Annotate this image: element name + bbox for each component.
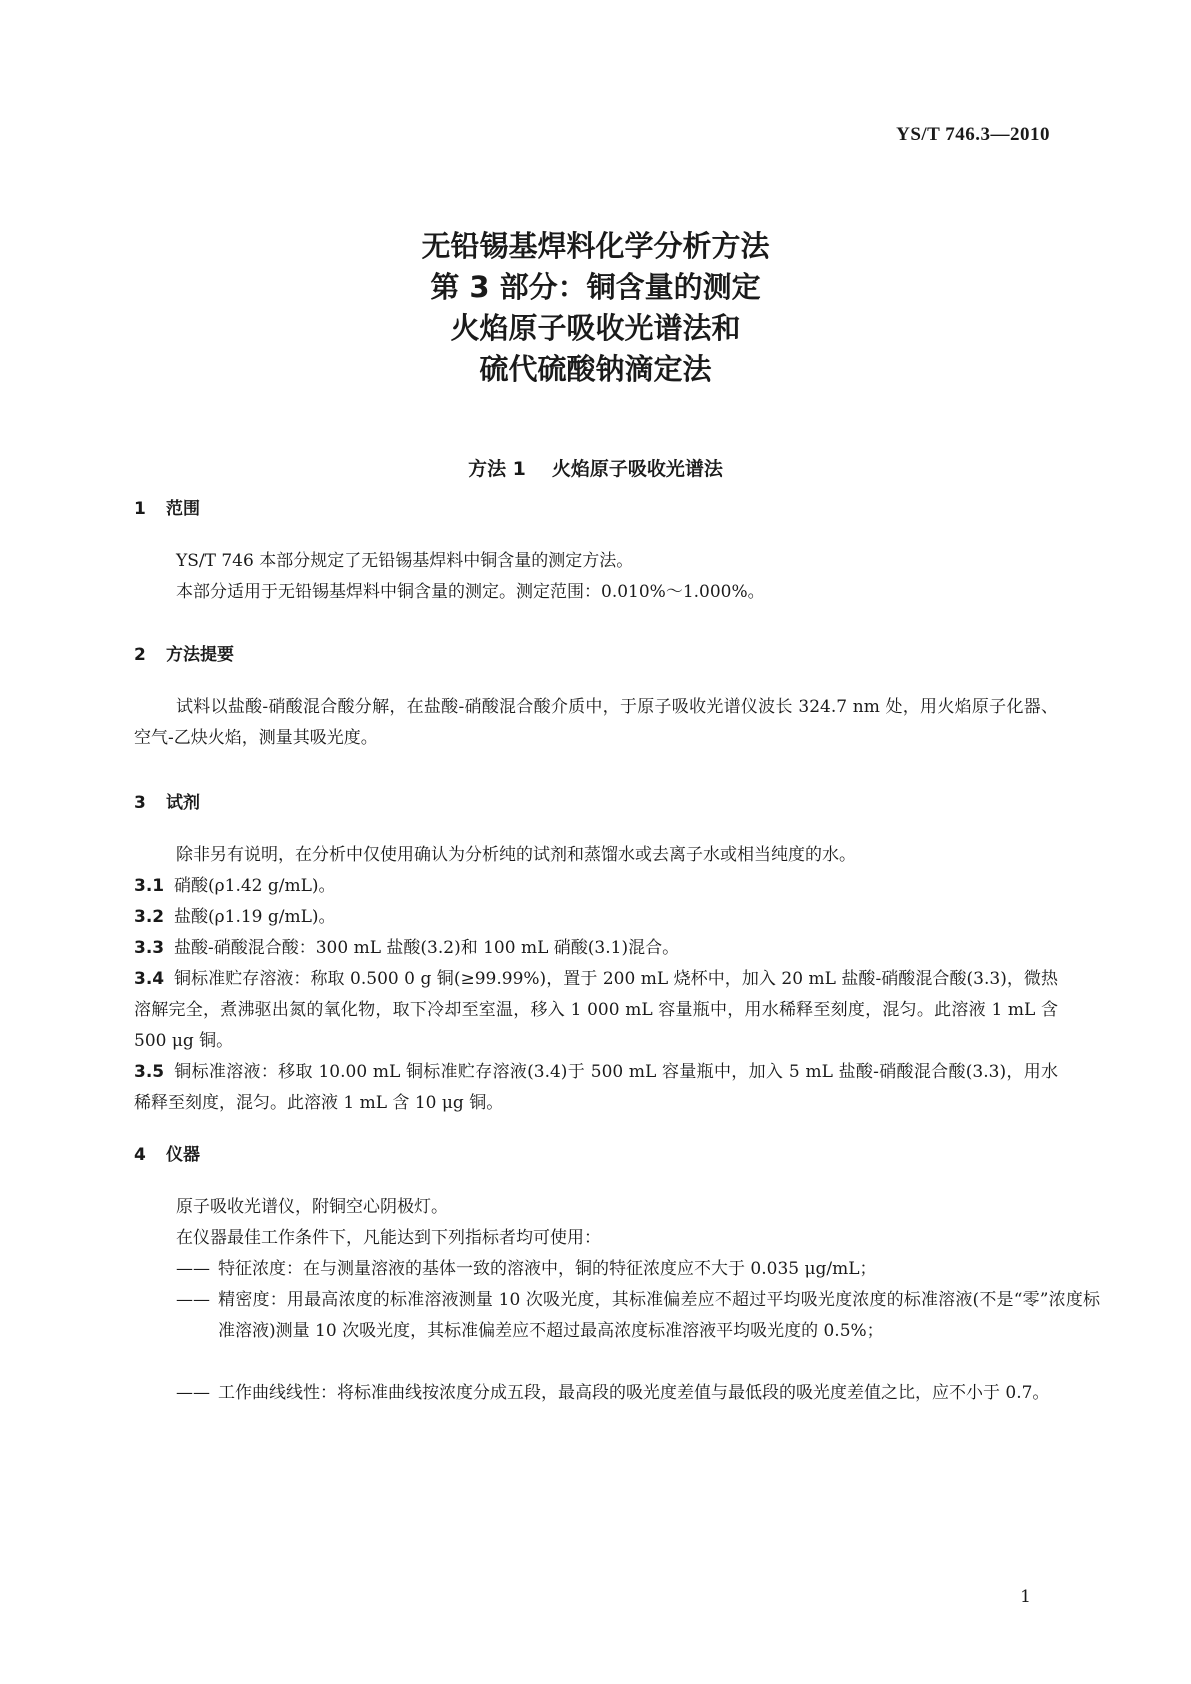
section-title: 范围 <box>166 499 200 519</box>
list-item-text: 工作曲线线性：将标准曲线按浓度分成五段，最高段的吸光度差值与最低段的吸光度差值之比，应不小于 0.7。 <box>218 1383 1050 1403</box>
clause-3-3 <box>134 933 1058 964</box>
section-heading-apparatus <box>134 1140 200 1165</box>
clause-text: 铜标准贮存溶液：称取 0.500 0 g 铜(≥99.99%)，置于 200 mL 烧杯中，加入 20 mL 盐酸-硝酸混合酸(3.3)，微热溶解完全，煮沸驱出氮的氧化物，取下冷却至室温，移入 1 000 mL 容量瓶中，用水稀释至刻度，混匀。此溶液 1 mL 含 500 μg 铜。 <box>134 969 1058 1051</box>
paragraph: 试料以盐酸-硝酸混合酸分解，在盐酸-硝酸混合酸介质中，于原子吸收光谱仪波长 324.7 nm 处，用火焰原子化器、空气-乙炔火焰，测量其吸光度。 <box>134 697 1058 748</box>
clause-text: 硝酸(ρ1.42 g/mL)。 <box>174 876 336 896</box>
section-heading-principle <box>134 640 234 665</box>
method-label: 方法 1 <box>468 458 526 480</box>
section-title: 仪器 <box>166 1145 200 1165</box>
list-item <box>176 1378 1100 1409</box>
clause-number: 3.3 <box>134 938 165 958</box>
title-line-2: 第 3 部分：铜含量的测定 <box>430 270 761 304</box>
section-heading-reagents <box>134 788 200 813</box>
section-number: 4 <box>134 1145 146 1165</box>
section-number: 2 <box>134 645 146 665</box>
section-title: 试剂 <box>166 793 200 813</box>
clause-number: 3.1 <box>134 876 165 896</box>
standard-code: YS/T 746.3—2010 <box>896 124 1050 145</box>
section-heading-scope <box>134 494 200 519</box>
paragraph: 本部分适用于无铅锡基焊料中铜含量的测定。测定范围：0.010%～1.000%。 <box>176 582 765 602</box>
clause-number: 3.4 <box>134 969 165 989</box>
method-heading <box>0 454 1191 481</box>
clause-text: 铜标准溶液：移取 10.00 mL 铜标准贮存溶液(3.4)于 500 mL 容量瓶中，加入 5 mL 盐酸-硝酸混合酸(3.3)，用水稀释至刻度，混匀。此溶液 1 mL 含 10 μg 铜。 <box>134 1062 1058 1113</box>
dash-marker: —— <box>176 1259 210 1279</box>
clause-3-2 <box>134 902 1058 933</box>
section-number: 3 <box>134 793 146 813</box>
dash-marker: —— <box>176 1383 210 1403</box>
dash-marker: —— <box>176 1290 210 1310</box>
clause-3-1 <box>134 871 1058 902</box>
list-item <box>176 1285 1100 1347</box>
clause-3-4 <box>134 964 1058 1057</box>
section-title: 方法提要 <box>166 645 234 665</box>
page-number: 1 <box>1020 1587 1031 1607</box>
title-line-1: 无铅锡基焊料化学分析方法 <box>421 229 770 263</box>
list-item-text: 特征浓度：在与测量溶液的基体一致的溶液中，铜的特征浓度应不大于 0.035 μg/mL； <box>218 1259 877 1279</box>
title-line-4: 硫代硫酸钠滴定法 <box>479 352 712 386</box>
paragraph: 在仪器最佳工作条件下，凡能达到下列指标者均可使用： <box>176 1228 601 1248</box>
paragraph: 原子吸收光谱仪，附铜空心阴极灯。 <box>176 1197 448 1217</box>
clause-number: 3.5 <box>134 1062 165 1082</box>
document-title <box>0 226 1191 390</box>
list-item <box>176 1254 1100 1285</box>
clause-3-5 <box>134 1057 1058 1119</box>
paragraph: YS/T 746 本部分规定了无铅锡基焊料中铜含量的测定方法。 <box>176 551 634 571</box>
section-number: 1 <box>134 499 146 519</box>
clause-number: 3.2 <box>134 907 165 927</box>
method-name: 火焰原子吸收光谱法 <box>551 458 723 480</box>
title-line-3: 火焰原子吸收光谱法和 <box>450 311 741 345</box>
clause-text: 盐酸-硝酸混合酸：300 mL 盐酸(3.2)和 100 mL 硝酸(3.1)混合。 <box>174 938 680 958</box>
list-item-text: 精密度：用最高浓度的标准溶液测量 10 次吸光度，其标准偏差应不超过平均吸光度浓度的标准溶液(不是“零”浓度标准溶液)测量 10 次吸光度，其标准偏差应不超过最高浓度标准溶液平均吸光度的 0.5%； <box>218 1290 1100 1341</box>
paragraph: 除非另有说明，在分析中仅使用确认为分析纯的试剂和蒸馏水或去离子水或相当纯度的水。 <box>176 845 856 865</box>
clause-text: 盐酸(ρ1.19 g/mL)。 <box>174 907 336 927</box>
